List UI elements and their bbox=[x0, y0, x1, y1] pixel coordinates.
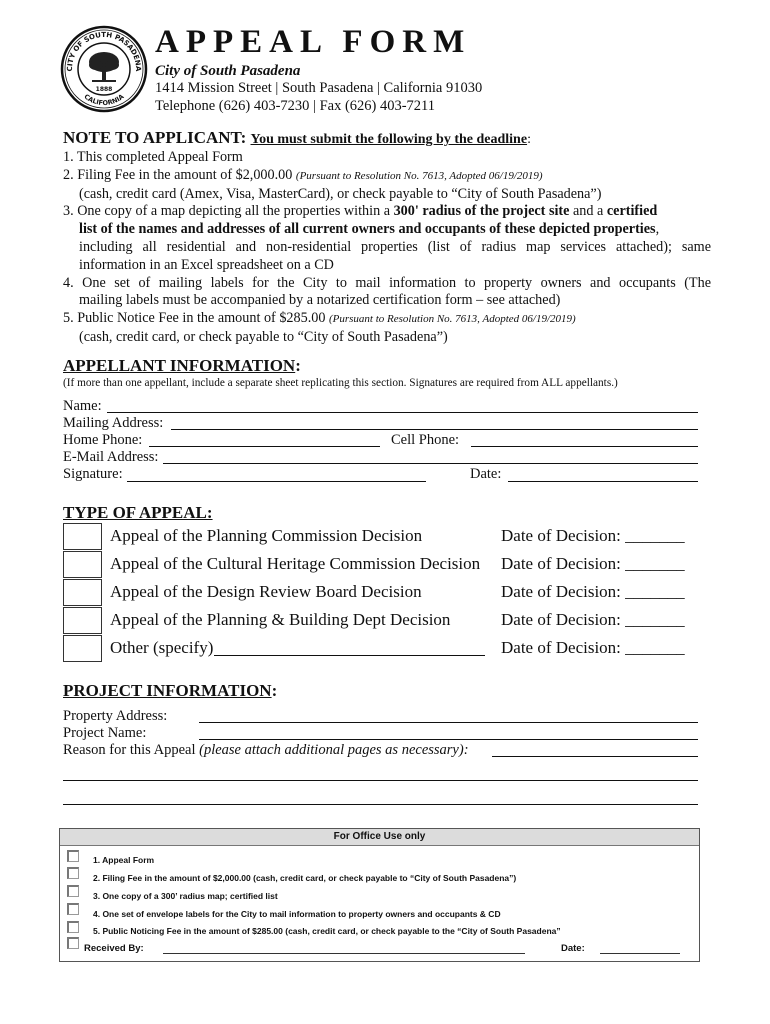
note-colon: : bbox=[527, 132, 531, 147]
list-item-continuation: including all residential and non-residential properties (list of radius map services attached); same bbox=[79, 238, 711, 255]
note-heading bbox=[63, 128, 531, 148]
appeal-option-design-review: Appeal of the Design Review Board Decision bbox=[110, 582, 422, 601]
project-heading: PROJECT INFORMATION: bbox=[63, 681, 278, 700]
date-of-decision: Date of Decision: _______ bbox=[501, 638, 685, 657]
office-checkbox[interactable] bbox=[67, 921, 79, 933]
office-checkbox[interactable] bbox=[67, 850, 79, 862]
list-item-continuation: (cash, credit card, or check payable to “City of South Pasadena”) bbox=[79, 328, 448, 345]
office-item: 1. Appeal Form bbox=[93, 855, 155, 865]
home-phone-label: Home Phone: bbox=[63, 432, 143, 448]
office-use-box bbox=[59, 828, 700, 962]
reason-field-line-3[interactable] bbox=[63, 804, 698, 805]
date-field[interactable] bbox=[508, 481, 698, 482]
office-checkbox[interactable] bbox=[67, 937, 79, 949]
email-field[interactable] bbox=[163, 463, 698, 464]
mailing-address-label: Mailing Address: bbox=[63, 415, 164, 431]
home-phone-field[interactable] bbox=[149, 446, 380, 447]
seal-top-text: CITY OF SOUTH PASADENA bbox=[65, 30, 143, 72]
office-item: 2. Filing Fee in the amount of $2,000.00 (cash, credit card, or check payable to “City of South Pasadena”) bbox=[93, 873, 517, 883]
mailing-address-field[interactable] bbox=[171, 429, 698, 430]
appeal-checkbox[interactable] bbox=[63, 579, 102, 606]
received-by-field[interactable] bbox=[163, 953, 525, 954]
property-address-field[interactable] bbox=[199, 722, 698, 723]
office-item: 5. Public Noticing Fee in the amount of $285.00 (cash, credit card, or check payable to the “City of South Pasadena” bbox=[93, 926, 561, 936]
property-address-label: Property Address: bbox=[63, 708, 168, 724]
appeal-option-other: Other (specify) bbox=[110, 638, 214, 657]
list-item: 5. Public Notice Fee in the amount of $285.00 (Pursuant to Resolution No. 7613, Adopted 06/19/2019) bbox=[63, 310, 576, 327]
other-specify-field[interactable] bbox=[214, 655, 485, 656]
signature-field[interactable] bbox=[127, 481, 426, 482]
reason-label: Reason for this Appeal (please attach additional pages as necessary): bbox=[63, 742, 469, 758]
appeal-option-planning-building: Appeal of the Planning & Building Dept Decision bbox=[110, 610, 451, 629]
list-item: 1. This completed Appeal Form bbox=[63, 149, 243, 165]
appellant-heading: APPELLANT INFORMATION: bbox=[63, 356, 301, 375]
list-item-continuation: mailing labels must be accompanied by a notarized certification form – see attached) bbox=[79, 292, 561, 309]
form-title: APPEAL FORM bbox=[155, 24, 472, 60]
received-by-label: Received By: bbox=[84, 943, 144, 954]
appeal-option-planning-commission: Appeal of the Planning Commission Decision bbox=[110, 526, 423, 545]
name-field[interactable] bbox=[107, 412, 698, 413]
date-label: Date: bbox=[470, 466, 502, 482]
type-of-appeal-heading: TYPE OF APPEAL: bbox=[63, 503, 213, 522]
appeal-checkbox[interactable] bbox=[63, 607, 102, 634]
reason-field[interactable] bbox=[492, 756, 698, 757]
note-heading-text: NOTE TO APPLICANT: bbox=[63, 128, 247, 147]
requirements-list bbox=[63, 149, 711, 347]
note-subheading: You must submit the following by the deadline bbox=[250, 132, 528, 147]
appeal-checkbox[interactable] bbox=[63, 551, 102, 578]
appeal-checkbox[interactable] bbox=[63, 635, 102, 662]
list-item-continuation: list of the names and addresses of all current owners and occupants of these depicted properties, bbox=[79, 221, 660, 238]
list-item: 2. Filing Fee in the amount of $2,000.00 (Pursuant to Resolution No. 7613, Adopted 06/19/2019) bbox=[63, 166, 543, 183]
list-item: 4. One set of mailing labels for the City to mail information to property owners and occupants (The bbox=[63, 274, 711, 291]
date-of-decision: Date of Decision: _______ bbox=[501, 526, 685, 545]
name-label: Name: bbox=[63, 398, 102, 414]
address-line: 1414 Mission Street | South Pasadena | California 91030 bbox=[155, 80, 483, 96]
seal-year: 1888 bbox=[95, 86, 113, 93]
project-name-field[interactable] bbox=[199, 739, 698, 740]
tree-icon bbox=[89, 52, 119, 82]
office-date-label: Date: bbox=[561, 943, 585, 954]
cell-phone-label: Cell Phone: bbox=[391, 432, 460, 448]
office-checkbox[interactable] bbox=[67, 903, 79, 915]
office-use-heading: For Office Use only bbox=[60, 829, 699, 846]
seal-bottom-text: CALIFORNIA bbox=[82, 92, 126, 108]
city-name: City of South Pasadena bbox=[155, 63, 301, 79]
date-of-decision: Date of Decision: _______ bbox=[501, 610, 685, 629]
office-item: 3. One copy of a 300’ radius map; certified list bbox=[93, 891, 278, 901]
reason-field-line-2[interactable] bbox=[63, 780, 698, 781]
cell-phone-field[interactable] bbox=[471, 446, 698, 447]
list-item: 3. One copy of a map depicting all the properties within a 300' radius of the project site and a certified bbox=[63, 203, 658, 220]
list-item-continuation: (cash, credit card (Amex, Visa, MasterCard), or check payable to “City of South Pasadena”) bbox=[79, 185, 602, 202]
office-checkbox[interactable] bbox=[67, 867, 79, 879]
email-label: E-Mail Address: bbox=[63, 449, 159, 465]
signature-label: Signature: bbox=[63, 466, 123, 482]
list-item-continuation: information in an Excel spreadsheet on a CD bbox=[79, 256, 334, 273]
office-checkbox[interactable] bbox=[67, 885, 79, 897]
appellant-note: (If more than one appellant, include a separate sheet replicating this section. Signatures are required from ALL appellants.) bbox=[63, 377, 618, 389]
office-item: 4. One set of envelope labels for the City to mail information to property owners and occupants & CD bbox=[93, 909, 501, 919]
office-date-field[interactable] bbox=[600, 953, 680, 954]
appeal-checkbox[interactable] bbox=[63, 523, 102, 550]
city-seal-logo bbox=[60, 25, 148, 113]
appeal-option-cultural-heritage: Appeal of the Cultural Heritage Commission Decision bbox=[110, 554, 481, 573]
phone-line: Telephone (626) 403-7230 | Fax (626) 403-7211 bbox=[155, 98, 436, 114]
date-of-decision: Date of Decision: _______ bbox=[501, 582, 685, 601]
date-of-decision: Date of Decision: _______ bbox=[501, 554, 685, 573]
project-name-label: Project Name: bbox=[63, 725, 147, 741]
